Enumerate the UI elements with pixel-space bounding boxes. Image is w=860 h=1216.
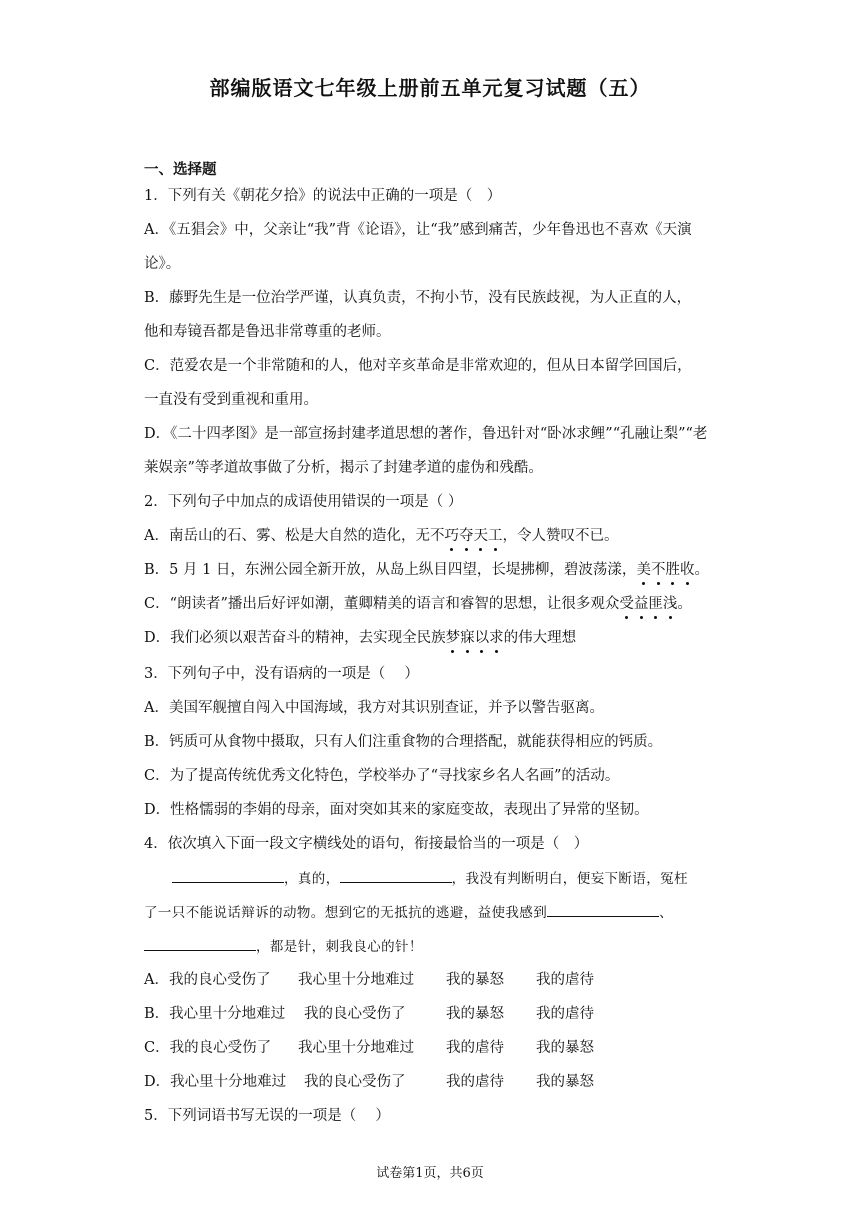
emphasis-dot-char: 天 (473, 528, 488, 544)
q1-option-d-line2: 莱娱亲”等孝道故事做了分析，揭示了封建孝道的虚伪和残酷。 (144, 460, 543, 476)
q1-stem: 1．下列有关《朝花夕拾》的说法中正确的一项是（ ） (144, 188, 502, 204)
q3-option-d: D．性格懦弱的李娟的母亲，面对突如其来的家庭变故，表现出了异常的坚韧。 (144, 802, 649, 818)
fill-blank-1 (172, 868, 284, 883)
q4-a-col1: A．我的良心受伤了 (144, 972, 271, 988)
q2-stem: 2．下列句子中加点的成语使用错误的一项是（ ） (144, 494, 463, 510)
emphasis-dot-char: 夺 (458, 528, 474, 544)
q4-d-col1: D．我心里十分地难过 (144, 1074, 287, 1090)
q4-b-col4: 我的虐待 (536, 1006, 594, 1022)
q2-b-dotted-idiom (636, 562, 694, 578)
q4-passage-line1 (172, 868, 688, 889)
fill-blank-3 (547, 902, 659, 917)
emphasis-dot-char: 益 (633, 596, 649, 612)
q1-option-a-line2: 论》。 (144, 256, 181, 272)
page-title: 部编版语文七年级上册前五单元复习试题（五） (209, 76, 651, 100)
emphasis-dot-char: 浅 (662, 596, 678, 612)
q2-b-text-after: 。 (694, 562, 709, 578)
q2-option-b (144, 560, 709, 580)
q2-option-c (144, 594, 692, 614)
q4-a-col3: 我的暴怒 (446, 972, 504, 988)
q4-option-d (144, 1072, 594, 1092)
q4-d-col3: 我的虐待 (446, 1074, 504, 1090)
q4-b-col3: 我的暴怒 (446, 1006, 504, 1022)
q4-d-col4: 我的暴怒 (536, 1074, 594, 1090)
q4-b-col1: B．我心里十分地难过 (144, 1006, 286, 1022)
q4-c-col2: 我心里十分地难过 (298, 1040, 414, 1056)
q4-option-c (144, 1038, 594, 1058)
q3-option-b: B．钙质可从食物中摄取，只有人们注重食物的合理搭配，就能获得相应的钙质。 (144, 734, 663, 750)
q1-option-c-line1: C．范爱农是一个非常随和的人，他对辛亥革命是非常欢迎的，但从日本留学回国后， (144, 358, 692, 374)
q4-passage-text: ，我没有判断明白，便妄下断语，冤枉 (451, 871, 688, 887)
q3-stem: 3．下列句子中，没有语病的一项是（ ） (144, 666, 419, 682)
emphasis-dot-char: 美 (636, 562, 651, 578)
emphasis-dot-char: 匪 (648, 596, 663, 612)
emphasis-dot-char: 以 (474, 630, 490, 646)
q4-stem: 4．依次填入下面一段文字横线处的语句，衔接最恰当的一项是（ ） (144, 836, 589, 852)
section-heading: 一、选择题 (144, 162, 217, 178)
q1-option-d-line1: D．《二十四孝图》是一部宣扬封建孝道思想的著作，鲁迅针对“卧冰求鲤”“孔融让梨”“老 (144, 426, 708, 442)
q4-passage-line2 (144, 902, 673, 923)
q4-c-col4: 我的暴怒 (536, 1040, 594, 1056)
emphasis-dot-char: 不 (650, 562, 666, 578)
q4-a-col4: 我的虐待 (536, 972, 594, 988)
fill-blank-4 (144, 936, 256, 951)
q2-c-text-after: 。 (677, 596, 692, 612)
q4-passage-text: 、 (659, 905, 674, 921)
q4-c-col1: C．我的良心受伤了 (144, 1040, 272, 1056)
q2-b-text-before: B．5 月 1 日，东洲公园全新开放，从岛上纵目四望，长堤拂柳，碧波荡漾， (144, 562, 637, 578)
q2-a-dotted-idiom (444, 528, 502, 544)
emphasis-dot-char: 梦 (445, 630, 461, 646)
emphasis-dot-char: 寐 (460, 630, 475, 646)
q2-d-text-before: D．我们必须以艰苦奋斗的精神，去实现全民族 (144, 630, 446, 646)
q4-d-col2: 我的良心受伤了 (304, 1074, 406, 1090)
q2-c-text-before: C．“朗读者”播出后好评如潮，董卿精美的语言和睿智的思想，让很多观众 (144, 596, 620, 612)
emphasis-dot-char: 巧 (444, 528, 459, 544)
q4-option-a (144, 970, 594, 990)
q4-option-b (144, 1004, 594, 1024)
emphasis-dot-char: 求 (489, 630, 504, 646)
q2-d-text-after: 的伟大理想 (503, 630, 577, 646)
q1-option-b-line1: B．藤野先生是一位治学严谨，认真负责，不拘小节，没有民族歧视，为人正直的人， (144, 290, 692, 306)
q3-option-c: C．为了提高传统优秀文化特色，学校举办了“寻找家乡名人名画”的活动。 (144, 768, 620, 784)
emphasis-dot-char: 收 (679, 562, 695, 578)
q1-option-a-line1: A．《五猖会》中，父亲让“我”背《论语》，让“我”感到痛苦，少年鲁迅也不喜欢《天演 (144, 222, 692, 238)
q1-option-b-line2: 他和寿镜吾都是鲁迅非常尊重的老师。 (144, 324, 391, 340)
q4-passage-text: 了一只不能说话辩诉的动物。想到它的无抵抗的逃避，益使我感到 (144, 905, 548, 921)
q2-a-text-before: A．南岳山的石、雾、松是大自然的造化，无不 (144, 528, 445, 544)
q4-passage-line3 (144, 936, 423, 957)
q2-d-dotted-idiom (446, 630, 504, 646)
q4-b-col2: 我的良心受伤了 (304, 1006, 406, 1022)
q4-passage-text: ，都是针，刺我良心的针！ (256, 939, 423, 955)
q5-stem: 5．下列词语书写无误的一项是（ ） (144, 1108, 390, 1124)
q4-passage-text: ，真的， (284, 871, 340, 887)
q2-option-a (144, 526, 618, 546)
emphasis-dot-char: 工 (487, 528, 503, 544)
q2-option-d (144, 628, 576, 648)
q2-c-dotted-idiom (619, 596, 677, 612)
q2-a-text-after: ，令人赞叹不已。 (502, 528, 619, 544)
emphasis-dot-char: 受 (619, 596, 634, 612)
q3-option-a: A．美国军舰擅自闯入中国海域，我方对其识别查证，并予以警告驱离。 (144, 700, 604, 716)
page-footer: 试卷第1页，共6页 (376, 1166, 484, 1181)
q4-c-col3: 我的虐待 (446, 1040, 504, 1056)
q1-option-c-line2: 一直没有受到重视和重用。 (144, 392, 318, 408)
fill-blank-2 (340, 868, 452, 883)
q4-a-col2: 我心里十分地难过 (298, 972, 414, 988)
emphasis-dot-char: 胜 (665, 562, 680, 578)
